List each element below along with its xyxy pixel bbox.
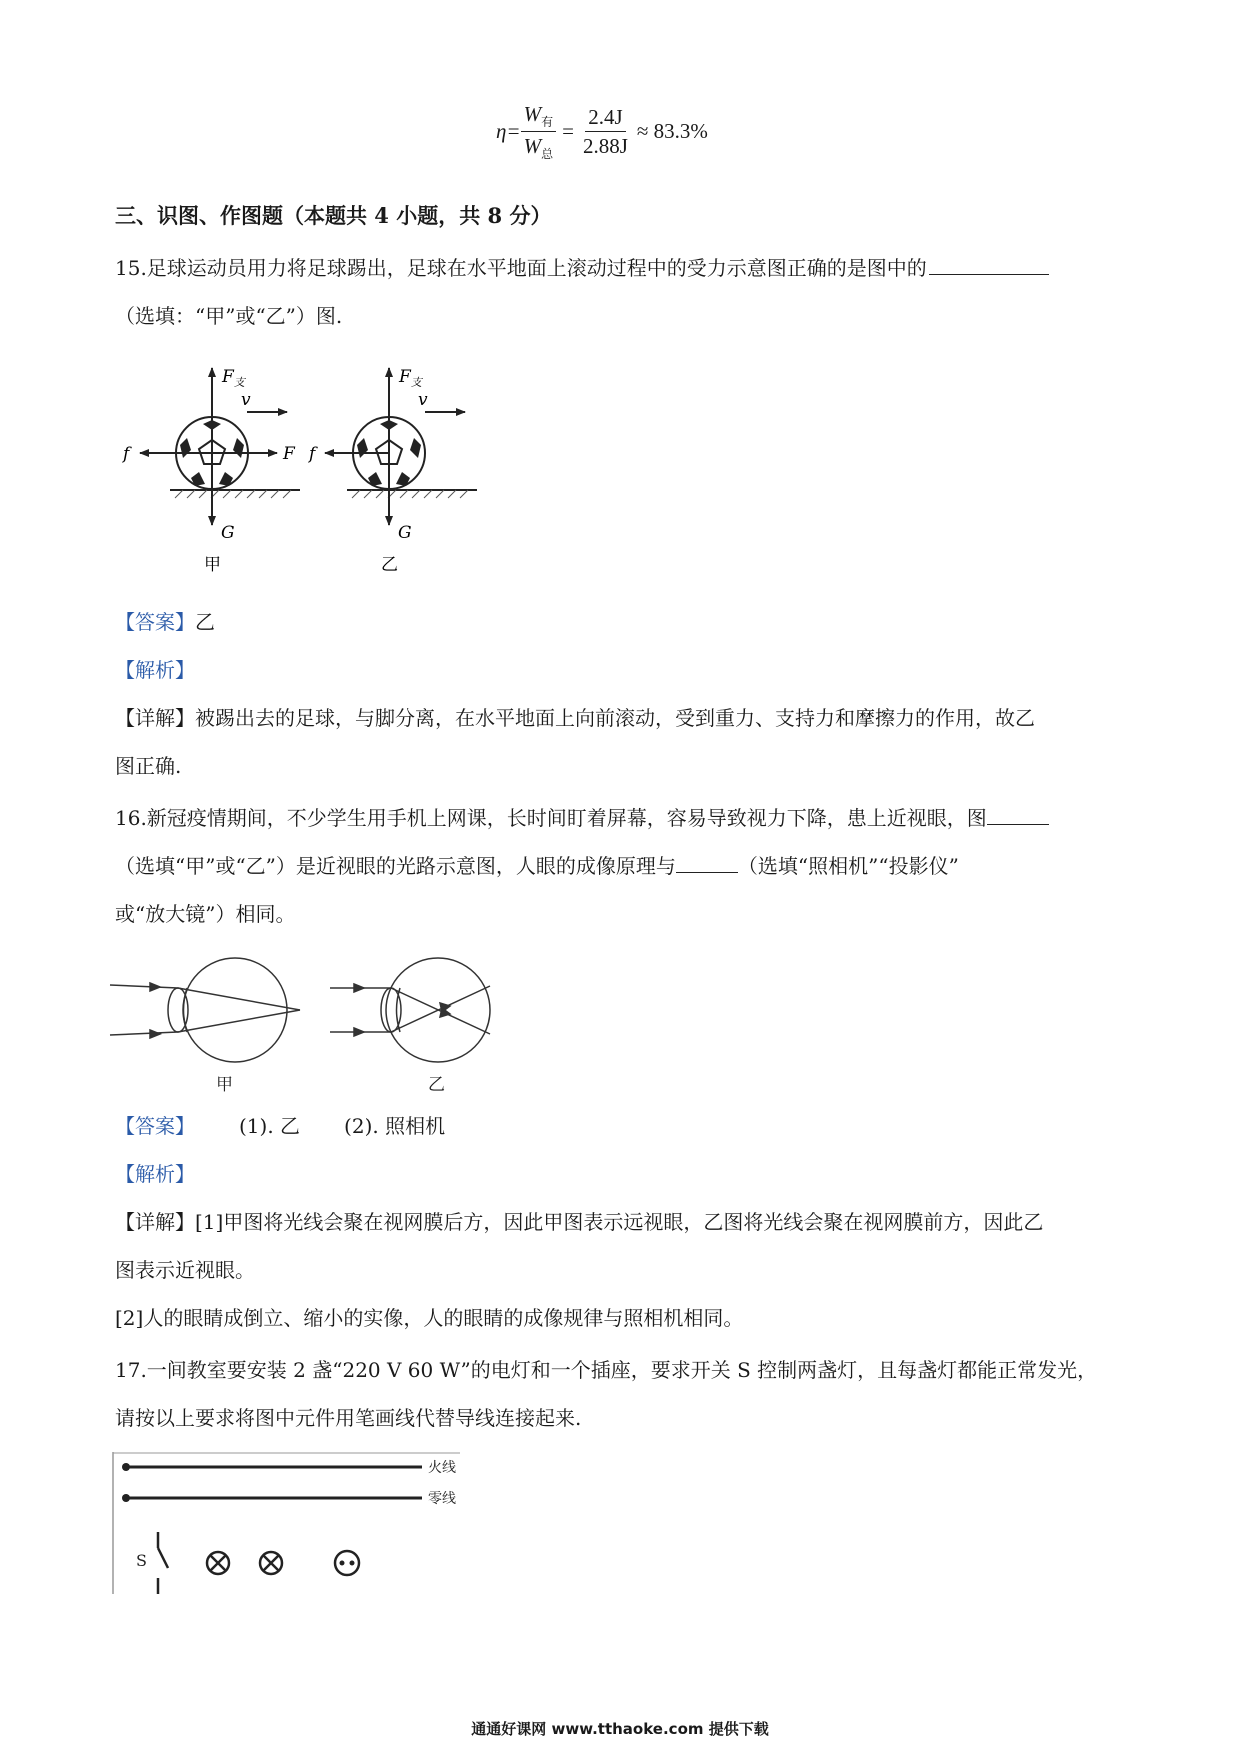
- eye-diagram-jia: [110, 958, 300, 1095]
- formula-lhs: η=: [496, 119, 521, 143]
- q17-line1: 17.一间教室要安装 2 盏“220 V 60 W”的电灯和一个插座，要求开关 S 控制两盏灯，且每盏灯都能正常发光，: [115, 1358, 1098, 1382]
- jia-support-force-label: $F_支$: [222, 367, 245, 389]
- formula-work-fraction: [521, 102, 557, 161]
- diagram-yi: [307, 367, 477, 575]
- q16-answer-tag: 【答案】: [115, 1114, 195, 1138]
- formula-w-total-sub: 总: [541, 147, 554, 161]
- q16-line2: （选填“甲”或“乙”）是近视眼的光路示意图，人眼的成像原理与 （选填“照相机”“投影仪”: [115, 854, 959, 878]
- q15-answer: 乙: [195, 610, 215, 634]
- neutral-wire-label: 零线: [428, 1491, 456, 1507]
- q15-answer-blank: [929, 254, 1049, 275]
- jia-caption: 甲: [204, 555, 221, 575]
- q17-circuit-diagram: [110, 1452, 470, 1602]
- q15-line2: （选填：“甲”或“乙”）图.: [115, 304, 343, 328]
- live-wire-label: 火线: [428, 1460, 456, 1476]
- q15-force-diagram: [123, 360, 535, 580]
- page-footer: 通通好课网 www.tthaoke.com 提供下载: [471, 1720, 769, 1738]
- lamp-icon: [207, 1552, 229, 1574]
- q15-detail-line1: 【详解】被踢出去的足球，与脚分离，在水平地面上向前滚动，受到重力、支持力和摩擦力的作用，故乙: [115, 706, 1035, 730]
- formula-denominator: 2.88J: [582, 134, 628, 158]
- q16-line1: 16.新冠疫情期间，不少学生用手机上网课，长时间盯着屏幕，容易导致视力下降，患上近视眼，图: [115, 804, 1049, 832]
- diagram-jia: [121, 367, 300, 575]
- formula-w-useful-sub: 有: [541, 115, 554, 129]
- socket-icon: [335, 1551, 359, 1575]
- q16-eye-diagram: [110, 950, 510, 1100]
- switch-label: S: [136, 1551, 147, 1570]
- jia-friction-label: f: [123, 444, 130, 464]
- yi-gravity-label: G: [398, 523, 412, 543]
- q16-detail-tag: 【详解】: [115, 1210, 195, 1234]
- efficiency-formula: η= $\frac{W_有}{W_总}$ = $\frac{2.4J}{2.88J}$ ≈ 83.3%: [496, 102, 708, 161]
- yi-caption: 乙: [381, 555, 398, 575]
- q17-line2: 请按以上要求将图中元件用笔画线代替导线连接起来.: [115, 1406, 582, 1430]
- q16-blank-1: [987, 804, 1049, 825]
- jia-force-f-label: F: [283, 444, 295, 464]
- yi-support-force-label: $F_支$: [399, 367, 422, 389]
- eye-diagram-yi: [330, 958, 490, 1095]
- q16-detail-line3: [2]人的眼睛成倒立、缩小的实像，人的眼睛的成像规律与照相机相同。: [115, 1306, 744, 1330]
- q16-answer-1: (1). 乙: [239, 1114, 301, 1138]
- eye-yi-caption: 乙: [428, 1075, 445, 1095]
- q15-detail-tag: 【详解】: [115, 706, 195, 730]
- q15-analysis-tag: 【解析】: [115, 658, 195, 682]
- q16-answer-2: (2). 照相机: [344, 1114, 446, 1138]
- formula-numerator: 2.4J: [585, 105, 625, 132]
- formula-value-fraction: [580, 105, 631, 158]
- jia-gravity-label: G: [221, 523, 235, 543]
- formula-w-useful: W: [523, 102, 542, 126]
- q16-line3: 或“放大镜”）相同。: [115, 902, 296, 926]
- q16-blank-2: [676, 852, 738, 873]
- q16-detail-line2: 图表示近视眼。: [115, 1258, 255, 1282]
- formula-result: ≈ 83.3%: [636, 119, 708, 143]
- yi-velocity-label: v: [418, 390, 428, 410]
- yi-friction-label: f: [309, 444, 316, 464]
- q15-answer-row: [115, 608, 215, 636]
- q16-answer-row: [115, 1112, 445, 1140]
- q16-detail-line1: 【详解】[1]甲图将光线会聚在视网膜后方，因此甲图表示远视眼，乙图将光线会聚在视网膜前方，因此乙: [115, 1210, 1044, 1234]
- switch-icon: [158, 1532, 168, 1594]
- q15-detail-line2: 图正确.: [115, 754, 182, 778]
- eye-jia-caption: 甲: [216, 1075, 233, 1095]
- q16-analysis-tag: 【解析】: [115, 1162, 195, 1186]
- q15-line1: 15.足球运动员用力将足球踢出，足球在水平地面上滚动过程中的受力示意图正确的是图中的: [115, 254, 1049, 282]
- formula-w-total: W: [523, 134, 542, 158]
- q15-answer-tag: 【答案】: [115, 610, 195, 634]
- section-heading: 三、识图、作图题（本题共 4 小题，共 8 分）: [115, 203, 552, 228]
- jia-velocity-label: v: [241, 390, 251, 410]
- lamp-icon: [260, 1552, 282, 1574]
